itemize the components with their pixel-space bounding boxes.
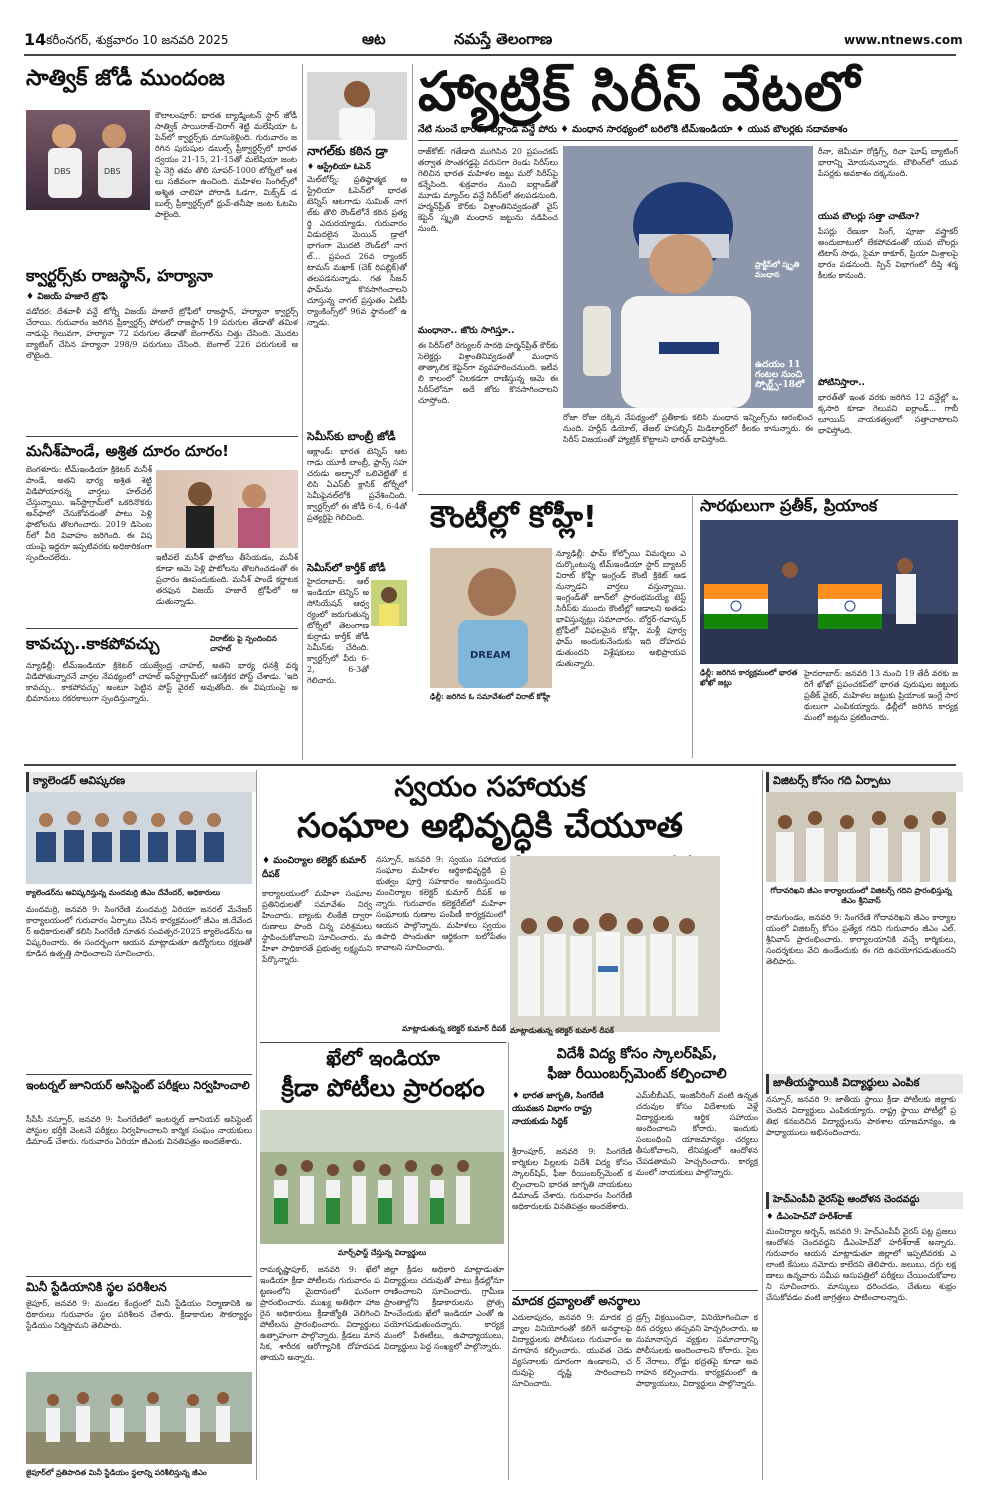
- column-divider: [412, 64, 413, 492]
- inter-headline: ఇంటర్నల్ జూనియర్ అసిస్టెంట్ పరీక్షలు నిర్వహించాలి: [26, 1079, 250, 1092]
- hattrick-body-1: రాజ్‌కోట్: గతేడాది ముగిసిన 20 ప్రపంచకప్ తర్వాత సొంతగడ్డపై వరుసగా రెండు సిరీస్‌లు గెలిచిన భారత మహిళల జట్టు మరో సిరీస్‌పై కన్నేసింది. శుక్రవారం నుంచి ఐర్లాండ్‌తో మూడు మ్యాచ్‌ల వన్డే సిరీస్‌లో తలపడనుంది. హర్మన్‌ప్రీత్ కౌర్‌కు విశ్రాంతినివ్వడంతో వైస్ కెప్టెన్ స్మృతి మంధాన జట్టును నడిపించనుంది.: [418, 147, 558, 233]
- rule: [418, 140, 958, 141]
- calendar-label: క్యాలెండర్ ఆవిష్కరణ: [26, 772, 257, 792]
- group-calendar-icon: [26, 792, 252, 884]
- quarters-headline: క్వార్టర్స్‌కు రాజస్థాన్, హర్యానా: [26, 266, 213, 285]
- svg-text:DBS: DBS: [104, 167, 121, 176]
- nagal-headline: నాగల్‌కు కఠిన డ్రా: [307, 144, 388, 158]
- mandhana-photo-caption: ప్రాక్టీస్‌లో స్మృతి మంధాన: [755, 260, 800, 279]
- paper-url[interactable]: www.ntnews.com: [844, 33, 963, 47]
- national-label: జాతీయస్థాయికి విద్యార్థులు ఎంపిక: [766, 1074, 963, 1094]
- shg-caption: మాట్లాడుతున్న కలెక్టర్ కుమార్ దీపక్: [510, 1026, 614, 1035]
- ribbon-cutting-icon: [766, 792, 956, 882]
- kohli-body: న్యూఢిల్లీ: ఫామ్ కోల్పోయి విమర్శలు ఎదుర్కొంటున్న టీమ్‌ఇండియా స్టార్ బ్యాటర్ విరాట్ కోహ్లీ ఇంగ్లండ్ కౌంటీ క్రికెట్ ఆడనున్నాడని వార్తలు వస్తున్నాయి. ఇంగ్లండ్‌తో జూన్‌లో ప్రారంభమయ్యే టెస్ట్ సిరీస్‌కు ముందు కౌంటీల్లో ఆడాలని అతడు భావిస్తున్నట్లు సమాచారం. బోర్డర్-గవాస్కర్ ట్రోఫీలో విఫలమైన కోహ్లీ, మళ్లీ పూర్వ ఫామ్ అందుకునేందుకు ఇది దోహదపడుతుందని విశ్లేషకులు అభిప్రాయపడుతున్నారు.: [556, 549, 686, 668]
- place-date: కరీంనగర్, శుక్రవారం 10 జనవరి 2025: [46, 33, 229, 47]
- karthik-body: హైదరాబాద్: ఆల్ ఇండియా టెన్నిస్ అసోసియేషన్ ఆధ్వర్యంలో జరుగుతున్న టోర్నీలో తెలంగాణ కుర్రాడు కార్తీక్ జోడీ సెమీస్‌కు చేరింది. క్వార్టర్స్‌లో వీరు 6-2, 6-3తో గెలిచారు.: [307, 577, 369, 685]
- hattrick-label-3: పోటీనిస్తారా..: [818, 378, 865, 388]
- rule: [26, 436, 298, 437]
- kavachu-headline: కావచ్చు..కాకపోవచ్చు: [26, 634, 160, 653]
- manish-body: బెంగళూరు: టీమ్‌ఇండియా క్రికెటర్ మనీశ్ పాండే, అతని భార్య అశ్రిత శెట్టి విడిపోయారన్న వార్తలు హల్‌చల్ చేస్తున్నాయి. ఇన్‌స్టాగ్రామ్‌లో ఒకరినొకరు అన్‌ఫాలో చేసుకోవడంతో పాటు పెళ్లి ఫొటోలను తొలగించారు. 2019 డిసెంబర్‌లో వీరి వివాహం జరిగింది. ఈ విషయంపై ఇద్దరూ ఇప్పటివరకు అధికారికంగా స్పందించలేదు.: [26, 465, 152, 562]
- calendar-photo: [26, 792, 252, 884]
- kohli-photo: [430, 548, 552, 688]
- hattrick-label-2: యువ బౌలర్లు సత్తా చాటేనా?: [818, 212, 920, 222]
- ministadium-headline: మినీ స్టేడియానికి స్థల పరిశీలన: [26, 1280, 167, 1294]
- videshi-byline: ♦ భారత జాగృతి, సింగరేణి యువజన విభాగం రాష్ట్ర నాయకుడు సిద్ధిక్: [512, 1091, 604, 1127]
- team-with-flags-icon: [700, 520, 958, 664]
- khelo-body-2: జిల్లా క్రీడల అధికారి మాట్లాడుతూ విద్యార్థులు చదువుతో పాటు క్రీడల్లోనూ రాణించాలని సూచించారు. గ్రామీణ ప్రాంతాల్లోని క్రీడాకారులను ప్రోత్సహించేందుకు ఖేలో ఇండియా ఎంతో ఉపయోగపడుతుందన్నారు. కార్యక్రమంలో పీఈటీలు, ఉపాధ్యాయులు, విద్యార్థులు పెద్ద సంఖ్యలో పాల్గొన్నారు.: [384, 1265, 504, 1351]
- tennis-player-icon: [307, 72, 407, 140]
- videshi-headline-1: విదేశీ విద్య కోసం స్కాలర్‌షిప్,: [556, 1046, 718, 1062]
- hattrick-label-1: మంధానా.. జోరు సాగిస్తూ..: [418, 326, 515, 336]
- column-divider: [302, 64, 303, 760]
- karthik-photo: [371, 580, 407, 626]
- column-divider: [692, 496, 693, 758]
- saradhulu-headline: సారథులుగా ప్రతీక్, ప్రియాంక: [700, 496, 878, 515]
- satwik-body: కౌలాలంపూర్: భారత బ్యాడ్మింటన్ స్టార్ జోడీ సాత్విక్ సాయిరాజ్-చిరాగ్ శెట్టి మలేషియా ఓపెన్‌లో క్వార్టర్స్‌కు దూసుకెళ్లింది. గురువారం జరిగిన పురుషుల డబుల్స్ ప్రీక్వార్టర్స్‌లో భారత ద్వయం 21-15, 21-15తో మలేషియా జంట పై నెగ్గి తమ తొలి సూపర్-1000 టోర్నీలో ఆశలు సజీవంగా ఉంచింది. మహిళల సింగిల్స్‌లో అశ్మిత చాలిహా పోరాడి ఓడగా, మిక్స్‌డ్ డబుల్స్ ప్రీక్వార్టర్స్‌లో ధ్రువ్-తనీషా జంట ఓటమి పాలైంది.: [155, 111, 297, 219]
- videshi-headline-2: ఫీజు రీయింబర్స్‌మెంట్ కల్పించాలి: [547, 1066, 727, 1082]
- nagal-body: మెల్‌బోర్న్: ప్రతిష్ఠాత్మక ఆస్ట్రేలియా ఓపెన్‌లో భారత టెన్నిస్ ఆటగాడు సుమిత్ నాగల్‌కు తొలి రౌండ్‌లోనే కఠిన ప్రత్యర్థి ఎదురయ్యాడు. గురువారం విడుదలైన మెయిన్ డ్రాలో భాగంగా మొదటి రౌండ్‌లో నాగల్... ప్రపంచ 26వ ర్యాంకర్ టామస్ మఖాక్ (చెక్ రిపబ్లిక్)తో తలపడనున్నాడు. గత సీజన్ ఫామ్‌ను కొనసాగించాలని చూస్తున్న నాగల్ ప్రస్తుతం ఏటీపీ ర్యాంకింగ్స్‌లో 96వ స్థానంలో ఉన్నాడు.: [307, 175, 407, 327]
- hattrick-headline: హ్యాట్రిక్ సిరీస్ వేటలో: [418, 60, 861, 123]
- quarters-source: ♦ విజయ్ హజారే ట్రోఫీ: [26, 292, 108, 302]
- drugs-body: ఎదులాపురం, జనవరి 9: మాదక ద్రవ్యాల వినియోగంతో కలిగే అనర్థాలపై విద్యార్థులకు పోలీసులు గురువారం అవగాహన కల్పించారు. యువత చెడు వ్యసనాలకు దూరంగా ఉండాలని, చదువుపై దృష్టి సారించాలని సూచించారు.: [512, 1313, 632, 1388]
- column-divider: [256, 770, 257, 1480]
- satwik-photo: [26, 110, 150, 210]
- rule: [26, 1074, 252, 1075]
- hattrick-body-5: భారత్‌తో ఇంత వరకు జరిగిన 12 వన్డేల్లో ఒక్కసారి కూడా గెలువని ఐర్లాండ్... గాబీ లూయిస్ నాయకత్వంలో సత్తాచాటాలని భావిస్తోంది.: [818, 393, 958, 435]
- quarters-body: వడోదర: దేశవాళీ వన్డే టోర్నీ విజయ్ హజారే ట్రోఫీలో రాజస్థాన్, హర్యానా క్వార్టర్స్ చేరాయి. గురువారం జరిగిన ప్రీక్వార్టర్స్ పోరులో రాజస్థాన్ 19 పరుగుల తేడాతో తమిళనాడుపై గెలువగా, హర్యానా 72 పరుగుల తేడాతో బెంగాల్‌ను చిత్తు చేసింది. మొదట బ్యాటింగ్ చేసిన హర్యానా 298/9 పరుగులు చేసింది. బెంగాల్ 226 పరుగులకే ఆలౌటైంది.: [26, 307, 298, 360]
- shg-photo: [510, 856, 720, 1032]
- couple-photo-icon: [156, 470, 298, 548]
- ministadium-photo: [26, 1372, 252, 1464]
- calendar-body: మందమర్రి, జనవరి 9: సింగరేణి మందమర్రి ఏరియా జనరల్ మేనేజర్ కార్యాలయంలో గురువారం ఏర్పాటు చేసిన కార్యక్రమంలో జీఎం జి.దేవేందర్ అధికారులతో కలిసి సింగరేణి నూతన సంవత్సర-2025 క్యాలెండర్‌ను ఆవిష్కరించారు. ఈ సందర్భంగా ఆయన మాట్లాడుతూ ఉద్యోగులు రక్షణతో కూడిన ఉత్పత్తి సాధించాలని సూచించారు.: [26, 905, 252, 958]
- semis-headline: సెమీస్‌కు బాంబ్రీ జోడీ: [307, 430, 396, 443]
- semis-body: ఆక్లాండ్: భారత టెన్నిస్ ఆటగాడు యూకీ బాంబ్రీ, ఫ్రాన్స్ సహచరుడు అల్బానో ఒలివెట్టితో కలిసి ఏఎస్‌బీ క్లాసిక్ టోర్నీలో సెమీఫైనల్‌లోకి ప్రవేశించింది. క్వార్టర్స్‌లో ఈ జోడీ 6-4, 6-4తో ప్రత్యర్థిపై గెలిచింది.: [307, 447, 407, 522]
- kohli-caption: ఢిల్లీ: జరిగిన ఓ సమావేశంలో విరాట్ కోహ్లీ: [430, 692, 551, 701]
- site-inspection-icon: [26, 1372, 252, 1464]
- kho-kho-photo: [700, 520, 958, 664]
- kohli-headline: కౌంటీల్లో కోహ్లీ!: [430, 500, 597, 535]
- visitors-label: విజిటర్స్ కోసం గది ఏర్పాటు: [766, 772, 963, 792]
- shg-byline: ♦ మంచిర్యాల కలెక్టర్ కుమార్ దీపక్: [262, 856, 367, 880]
- national-body: నస్పూర్, జనవరి 9: జాతీయ స్థాయి క్రీడా పోటీలకు జిల్లాకు చెందిన విద్యార్థులు ఎంపికయ్యారు. రాష్ట్ర స్థాయి పోటీల్లో ప్రతిభ కనబరిచిన విద్యార్థులను పాఠశాల యాజమాన్యం, ఉపాధ్యాయులు అభినందించారు.: [766, 1095, 956, 1137]
- march-past-icon: [260, 1110, 504, 1244]
- khelo-caption: మార్చ్‌ఫాస్ట్ చేస్తున్న విద్యార్థులు: [337, 1248, 427, 1257]
- hattrick-body-3: రోజా రోజు దక్కిన నేపథ్యంలో ప్రతీకాకు కలిసి మంధాన ఇన్నింగ్స్‌ను ఆరంభించనుంది. హర్లీన్ డియోల్, తేజల్ హసబ్నిస్ మిడిలార్డర్‌లో కీలకం కానున్నారు. ఈ సిరీస్ విజయంతో హ్యాట్రిక్ కొట్టాలని భారత్ భావిస్తోంది.: [563, 413, 813, 444]
- khelo-headline-1: ఖేలో ఇండియా: [326, 1046, 440, 1070]
- kavachu-body: న్యూఢిల్లీ: టీమ్‌ఇండియా క్రికెటర్ యుజ్వేంద్ర చాహల్, అతని భార్య ధనశ్రీ వర్మ విడిపోతున్నారనే వార్తల నేపథ్యంలో చాహల్ ఇన్‌స్టాగ్రామ్‌లో ఆసక్తికర పోస్ట్ చేశాడు. 'ఇది కావచ్చు.. కాకపోవచ్చు' అంటూ పెట్టిన పోస్ట్ వైరల్ అవుతోంది. ఈ విషయంపై అభిమానులు రకరకాలుగా స్పందిస్తున్నారు.: [26, 661, 298, 703]
- paper-name: నమస్తే తెలంగాణ: [454, 30, 553, 48]
- ministadium-caption: జైపూర్‌లో ప్రతిపాదిత మినీ స్టేడియం స్థలాన్ని పరిశీలిస్తున్న జీఎం: [26, 1468, 207, 1477]
- hmpv-body: మంచిర్యాల అర్బన్, జనవరి 9: హెచ్‌ఎంపీవీ వైరస్ పట్ల ప్రజలు ఆందోళన చెందవద్దని డీఎంహెచ్‌వో హరీశ్‌రాజ్ అన్నారు. గురువారం ఆయన మాట్లాడుతూ జిల్లాలో ఇప్పటివరకు ఎలాంటి కేసులు నమోదు కాలేదని తెలిపారు. జలుబు, దగ్గు లక్షణాలు ఉన్నవారు సమీప ఆసుపత్రిలో పరీక్షలు చేయించుకోవాలని సూచించారు. మాస్కులు ధరించడం, చేతులు శుభ్రం చేసుకోవడం వంటి జాగ్రత్తలు పాటించాలన్నారు.: [766, 1227, 956, 1302]
- karthik-headline: సెమీస్‌లో కార్తీక్ జోడీ: [307, 563, 386, 574]
- player-portrait-icon: [371, 580, 407, 626]
- nagal-source: ♦ ఆస్ట్రేలియా ఓపెన్: [307, 162, 371, 171]
- manish-photo: [156, 470, 298, 548]
- khelo-body: రామకృష్ణాపూర్, జనవరి 9: ఖేలో ఇండియా క్రీడా పోటీలను గురువారం పట్టణంలోని మైదానంలో ఘనంగా ప్రారంభించారు. ముఖ్య అతిథిగా హాజరైన అధికారులు క్రీడాజ్యోతి వెలిగించి పోటీలను ప్రారంభించారు. విద్యార్థులు ఉత్సాహంగా పాల్గొన్నారు. క్రీడలు మానసిక, శారీరక ఆరోగ్యానికి దోహదపడతాయని అన్నారు.: [260, 1265, 380, 1362]
- nagal-photo: [307, 72, 407, 140]
- ministadium-body: జైపూర్, జనవరి 9: మండల కేంద్రంలో మినీ స్టేడియం నిర్మాణానికి అధికారులు గురువారం స్థల పరిశీలన చేశారు. క్రీడాకారుల సౌకర్యార్థం స్టేడియం నిర్మిస్తామని తెలిపారు.: [26, 1299, 252, 1330]
- rule: [260, 1042, 506, 1043]
- shg-headline-2: సంఘాల అభివృద్ధికి చేయూత: [297, 806, 683, 846]
- saradhulu-caption: ఢిల్లీ: జరిగిన కార్యక్రమంలో భారత ఖోఖో జట్లు: [700, 668, 798, 687]
- hmpv-source: ♦ డీఎంహెచ్‌వో హరీశ్‌రాజ్: [766, 1212, 852, 1222]
- videshi-body-2: ఎమ్‌బీబీఎస్, ఇంజినీరింగ్ వంటి ఉన్నత చదువుల కోసం విదేశాలకు వెళ్లే విద్యార్థులకు ఆర్థిక సహాయం అందించాలని కోరారు. ఇందుకు సంబంధించి యాజమాన్యం చర్యలు తీసుకోవాలని, లేనిపక్షంలో ఆందోళన చేపడతామని హెచ్చరించారు. కార్యక్రమంలో నాయకులు పాల్గొన్నారు.: [636, 1091, 758, 1177]
- saradhulu-body: హైదరాబాద్: జనవరి 13 నుంచి 19 తేదీ వరకు జరిగే ఖోఖో ప్రపంచకప్‌లో భారత పురుషుల జట్టుకు ప్రతీక్ వైకర్, మహిళల జట్టుకు ప్రియాంక ఇంగ్లే సారథులుగా ఎంపికయ్యారు. ఢిల్లీలో జరిగిన కార్యక్రమంలో జట్లను ప్రకటించారు.: [804, 669, 958, 722]
- cricketer-portrait-icon: [430, 548, 552, 688]
- masthead: [24, 30, 963, 52]
- satwik-headline: సాత్విక్ జోడీ ముందంజ: [26, 66, 225, 91]
- rule: [512, 1290, 758, 1291]
- khelo-photo: [260, 1110, 504, 1244]
- videshi-body: శ్రీరాంపూర్, జనవరి 9: సింగరేణి కార్మికుల పిల్లలకు విదేశీ విద్య కోసం స్కాలర్‌షిప్, ఫీజు రీయింబర్స్‌మెంట్ కల్పించాలని భారత జాగృతి నాయకులు డిమాండ్ చేశారు. గురువారం సింగరేణి అధికారులకు వినతిపత్రం అందజేశారు.: [512, 1147, 632, 1211]
- column-divider: [508, 1042, 509, 1480]
- column-divider: [762, 770, 763, 1480]
- inter-body: సీసీసీ నస్పూర్, జనవరి 9: సింగరేణిలో ఇంటర్నల్ జూనియర్ అసిస్టెంట్ పోస్టుల భర్తీకి వెంటనే పరీక్షలు నిర్వహించాలని కార్మిక సంఘం నాయకులు డిమాండ్ చేశారు. గురువారం ఏరియా జీఎంకు వినతిపత్రం అందజేశారు.: [26, 1115, 252, 1146]
- section-rule: [24, 764, 956, 766]
- shg-headline-1: స్వయం సహాయక: [394, 770, 586, 803]
- calendar-caption: క్యాలెండర్‌ను ఆవిష్కరిస్తున్న మందమర్రి జీఎం దేవేందర్, అధికారులు: [26, 888, 220, 897]
- shg-body-0: కార్యాలయంలో మహిళా సంఘాల ప్రతినిధులతో సమావేశం నిర్వహించారు. బ్యాంకు లింకేజీ ద్వారా రుణాలు పొంది చిన్న పరిశ్రమలు స్థాపించుకోవాలని సూచించారు. మహిళా సాధికారతే ప్రభుత్వ లక్ష్యమని పేర్కొన్నారు.: [262, 889, 372, 964]
- hmpv-label: హెచ్ఎంపీవీ వైరస్‌పై ఆందోళన చెందవద్దు: [766, 1192, 963, 1209]
- women-group-icon: [510, 856, 720, 1032]
- svg-text:DBS: DBS: [54, 167, 71, 176]
- rule: [26, 628, 298, 629]
- rule: [26, 1276, 252, 1277]
- rule: [418, 494, 958, 495]
- shg-body-1: నస్పూర్, జనవరి 9: స్వయం సహాయక సంఘాల మహిళల ఆర్థికాభివృద్ధికి ప్రభుత్వం పూర్తి సహకారం అందిస్తుందని మంచిర్యాల కలెక్టర్ కుమార్ దీపక్ అన్నారు. గురువారం కలెక్టరేట్‌లో మహిళా సంఘాలకు రుణాల పంపిణీ కార్యక్రమంలో ఆయన పాల్గొన్నారు. మహిళలు స్వయం ఉపాధి పొందుతూ ఆర్థికంగా బలోపేతం కావాలని సూచించారు.: [376, 855, 506, 952]
- visitors-caption: గోదావరిఖని జీఎం కార్యాలయంలో విజిటర్స్ గదిని ప్రారంభిస్తున్న జీఎం శ్రీనివాస్: [770, 886, 952, 905]
- drugs-headline: మాదక ద్రవ్యాలతో అనర్థాలు: [512, 1294, 641, 1308]
- shg-caption-left: మాట్లాడుతున్న కలెక్టర్ కుమార్ దీపక్: [402, 1024, 506, 1033]
- match-time: ఉదయం 11 గంటల నుంచి స్పోర్ట్స్-18లో: [755, 360, 805, 390]
- hattrick-body-2: ఈ సిరీస్‌లో రెగ్యులర్ సారథి హర్మన్‌ప్రీత్ కౌర్‌కు సెలెక్టర్లు విశ్రాంతినివ్వడంతో మంధాన తాత్కాలిక కెప్టెన్‌గా వ్యవహరించనుంది. ఇటీవలి కాలంలో నిలకడగా రాణిస్తున్న ఆమె ఈ సిరీస్‌లోనూ అదే జోరు కొనసాగించాలని చూస్తోంది.: [418, 341, 558, 405]
- drugs-body-2: డ్రగ్స్ విక్రయించినా, వినియోగించినా కఠిన చర్యలు తప్పవని హెచ్చరించారు. అనుమానాస్పద వ్యక్తుల సమాచారాన్ని పోలీసులకు అందించాలని కోరారు. సైబర్ నేరాలు, రోడ్డు భద్రతపై కూడా అవగాహన కల్పించారు. కార్యక్రమంలో ఉపాధ్యాయులు, విద్యార్థులు పాల్గొన్నారు.: [636, 1313, 758, 1388]
- section-name: ఆట: [362, 30, 386, 48]
- hattrick-body-3b: రీనా, జెమీమా రోడ్రిగ్స్, రిచా ఘోష్ బ్యాటింగ్ భారాన్ని మోయనున్నారు. బౌలింగ్‌లో యువ పేసర్లకు అవకాశం దక్కనుంది.: [818, 147, 958, 178]
- header-rule: [24, 54, 956, 56]
- visitors-body: రామగుండం, జనవరి 9: సింగరేణి గోదావరిఖని జీఎం కార్యాలయంలో విజిటర్స్ కోసం ప్రత్యేక గదిని గురువారం జీఎం ఎల్.శ్రీనివాస్ ప్రారంభించారు. కార్యాలయానికి వచ్చే కార్మికులు, సందర్శకులు వేచి ఉండేందుకు ఈ గది ఉపయోగపడుతుందని తెలిపారు.: [766, 913, 956, 966]
- svg-text:DREAM: DREAM: [470, 650, 511, 661]
- hattrick-body-4: పేసర్లు రేణుకా సింగ్, పూజా వస్త్రాకర్ అందుబాటులో లేకపోవడంతో యువ బౌలర్లు టిటాస్ సాధు, సైమా ఠాకూర్, ప్రియా మిశ్రాలపై భారం పడనుంది. స్పిన్ విభాగంలో దీప్తి శర్మ కీలకం కానుంది.: [818, 227, 958, 280]
- page-number: 14: [24, 30, 47, 49]
- kavachu-side: విరాట్‌కు పై స్పందించిన చాహల్: [210, 634, 277, 653]
- khelo-headline-2: క్రీడా పోటీలు ప్రారంభం: [281, 1074, 485, 1102]
- player-figures-icon: [26, 110, 150, 210]
- manish-body-right: ఇటీవలే మనీశ్ ఫొటోలు తీసేయడం, మనీశ్ కూడా ఆమె పెళ్లి ఫొటోలను తొలగించడంతో ఈ ప్రచారం ఊపందుకుంది. మనీశ్ పాండే కర్ణాటక తరఫున విజయ్ హజారే ట్రోఫీలో ఆడుతున్నాడు.: [156, 553, 298, 606]
- visitors-photo: [766, 792, 956, 882]
- hattrick-subhead: నేటి నుంచే భారత్, ఐర్లాండ్ వన్డే పోరు ♦ మంధాన సారథ్యంలో బరిలోకి టీమ్‌ఇండియా ♦ యువ బౌలర్లకు సదావకాశం: [418, 124, 848, 135]
- manish-headline: మనీశ్‌పాండే, అశ్రిత దూరం దూరం!: [26, 442, 230, 460]
